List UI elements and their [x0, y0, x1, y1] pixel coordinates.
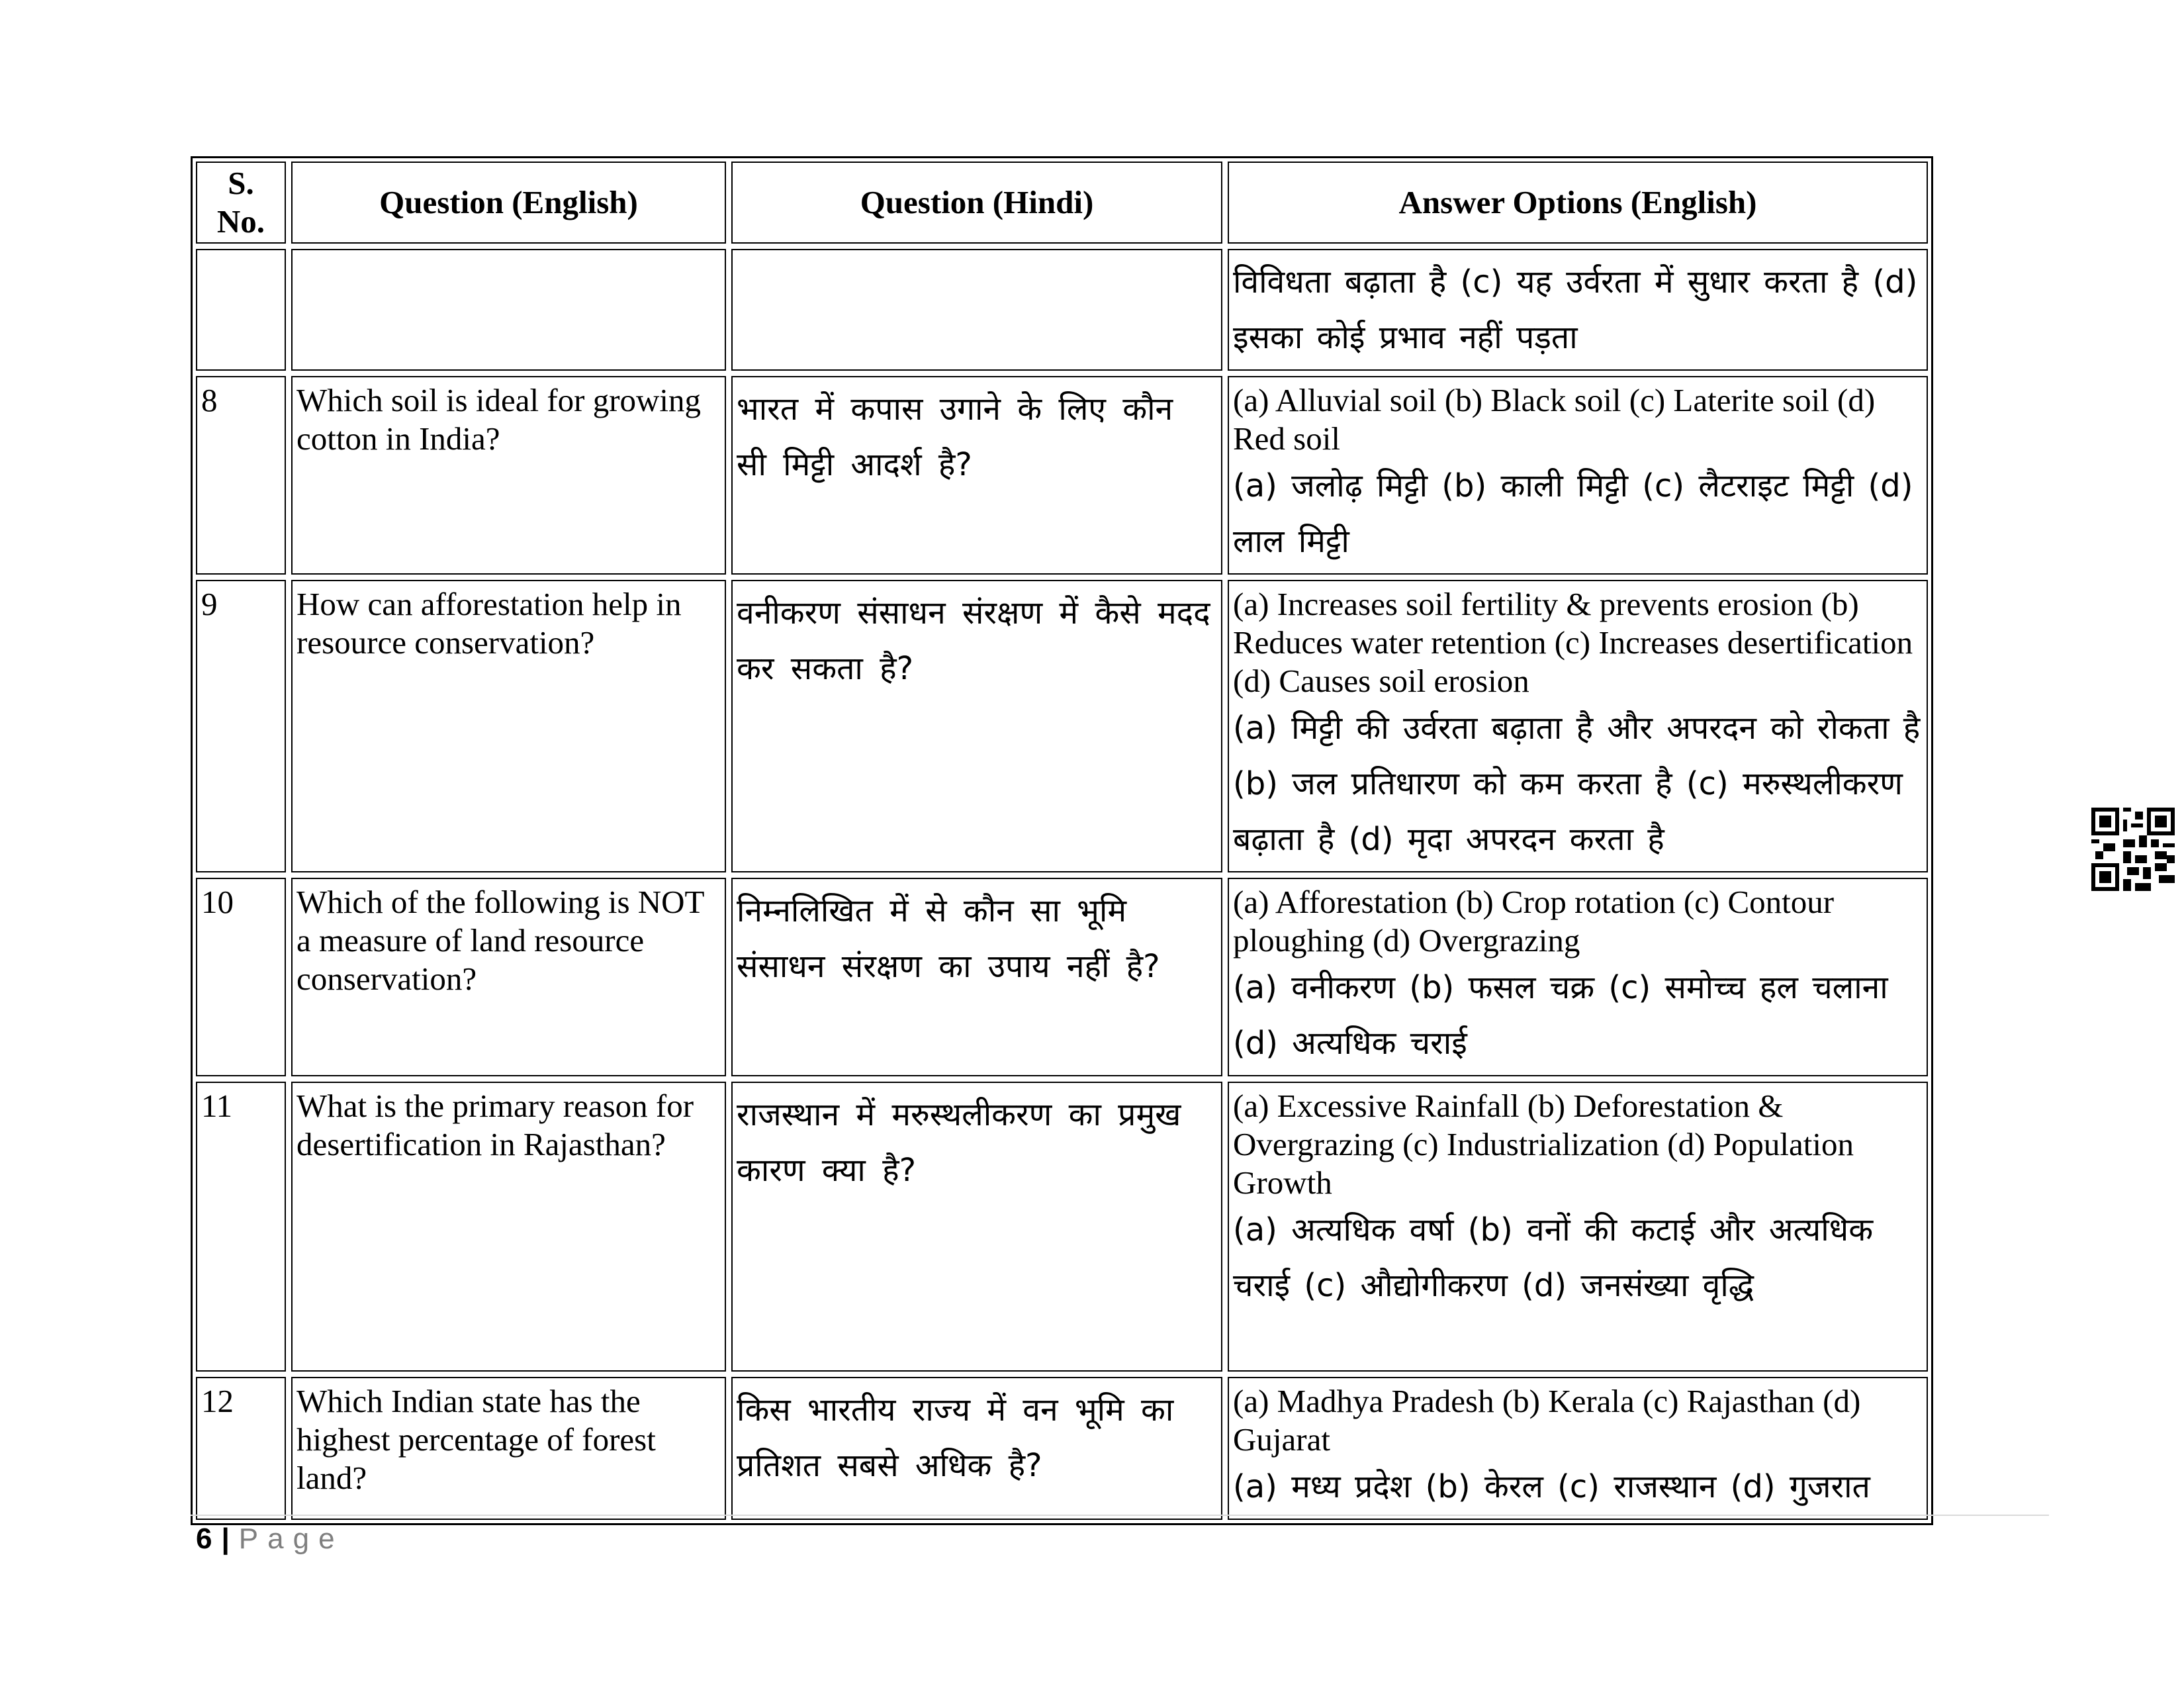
- cell-options: [1228, 580, 1928, 872]
- cell-question-hindi: भारत में कपास उगाने के लिए कौन सी मिट्टी आदर्श है?: [731, 376, 1222, 575]
- table-row: [196, 1377, 1928, 1520]
- cell-question-hi-empty: [731, 249, 1222, 371]
- cell-question-hindi: वनीकरण संसाधन संरक्षण में कैसे मदद कर सकता है?: [731, 580, 1222, 872]
- options-english: (a) Alluvial soil (b) Black soil (c) Laterite soil (d) Red soil: [1233, 382, 1876, 457]
- cell-question-english: Which of the following is NOT a measure of land resource conservation?: [291, 878, 726, 1076]
- cell-options: [1228, 1082, 1928, 1372]
- table-header-row: [196, 162, 1928, 244]
- cell-options: [1228, 1377, 1928, 1520]
- cell-sno: 10: [196, 878, 286, 1076]
- header-question-hindi: Question (Hindi): [731, 162, 1222, 244]
- table-row: [196, 580, 1928, 872]
- cell-question-hindi: निम्नलिखित में से कौन सा भूमि संसाधन संरक्षण का उपाय नहीं है?: [731, 878, 1222, 1076]
- footer-divider: [191, 1515, 2049, 1516]
- question-table: [191, 156, 1933, 1525]
- options-english: (a) Afforestation (b) Crop rotation (c) Contour ploughing (d) Overgrazing: [1233, 884, 1835, 959]
- options-hindi: (a) अत्यधिक वर्षा (b) वनों की कटाई और अत्यधिक चराई (c) औद्योगीकरण (d) जनसंख्या वृद्धि: [1233, 1211, 1874, 1304]
- options-hindi: विविधता बढ़ाता है (c) यह उर्वरता में सुधार करता है (d) इसका कोई प्रभाव नहीं पड़ता: [1233, 263, 1918, 356]
- options-hindi: (a) मध्य प्रदेश (b) केरल (c) राजस्थान (d) गुजरात: [1233, 1468, 1870, 1505]
- cell-sno: 9: [196, 580, 286, 872]
- cell-options: [1228, 249, 1928, 371]
- cell-question-en-empty: [291, 249, 726, 371]
- cell-sno: 8: [196, 376, 286, 575]
- qr-code-icon: [2091, 808, 2175, 891]
- footer-separator: |: [221, 1523, 230, 1555]
- page-footer: [196, 1523, 344, 1556]
- options-english: (a) Madhya Pradesh (b) Kerala (c) Rajasthan (d) Gujarat: [1233, 1383, 1861, 1458]
- cell-options: [1228, 376, 1928, 575]
- table-row: [196, 878, 1928, 1076]
- header-question-english: Question (English): [291, 162, 726, 244]
- page-label: Page: [238, 1523, 344, 1555]
- options-hindi: (a) वनीकरण (b) फसल चक्र (c) समोच्च हल चलाना (d) अत्यधिक चराई: [1233, 969, 1888, 1062]
- cell-question-english: Which Indian state has the highest percentage of forest land?: [291, 1377, 726, 1520]
- cell-sno: 12: [196, 1377, 286, 1520]
- cell-sno: 11: [196, 1082, 286, 1372]
- options-hindi: (a) जलोढ़ मिट्टी (b) काली मिट्टी (c) लैटराइट मिट्टी (d) लाल मिट्टी: [1233, 467, 1913, 560]
- options-hindi: (a) मिट्टी की उर्वरता बढ़ाता है और अपरदन को रोकता है (b) जल प्रतिधारण को कम करता है (c) मरुस्थलीकरण बढ़ाता है (d) मृदा अपरदन करता है: [1233, 710, 1921, 858]
- table-row: [196, 1082, 1928, 1372]
- table-row: [196, 376, 1928, 575]
- options-english: (a) Increases soil fertility & prevents erosion (b) Reduces water retention (c) Increases desertification (d) Causes soil erosion: [1233, 586, 1913, 699]
- cell-options: [1228, 878, 1928, 1076]
- cell-question-english: How can afforestation help in resource conservation?: [291, 580, 726, 872]
- cell-question-hindi: राजस्थान में मरुस्थलीकरण का प्रमुख कारण क्या है?: [731, 1082, 1222, 1372]
- cell-question-english: Which soil is ideal for growing cotton in India?: [291, 376, 726, 575]
- table-row-continuation: [196, 249, 1928, 371]
- header-answer-options: Answer Options (English): [1228, 162, 1928, 244]
- cell-question-hindi: किस भारतीय राज्य में वन भूमि का प्रतिशत सबसे अधिक है?: [731, 1377, 1222, 1520]
- page-number: 6: [196, 1523, 212, 1555]
- question-table-frame: [191, 156, 1933, 1525]
- options-english: (a) Excessive Rainfall (b) Deforestation & Overgrazing (c) Industrialization (d) Population Growth: [1233, 1088, 1854, 1201]
- cell-question-english: What is the primary reason for desertification in Rajasthan?: [291, 1082, 726, 1372]
- header-sno: S. No.: [196, 162, 286, 244]
- cell-sno-empty: [196, 249, 286, 371]
